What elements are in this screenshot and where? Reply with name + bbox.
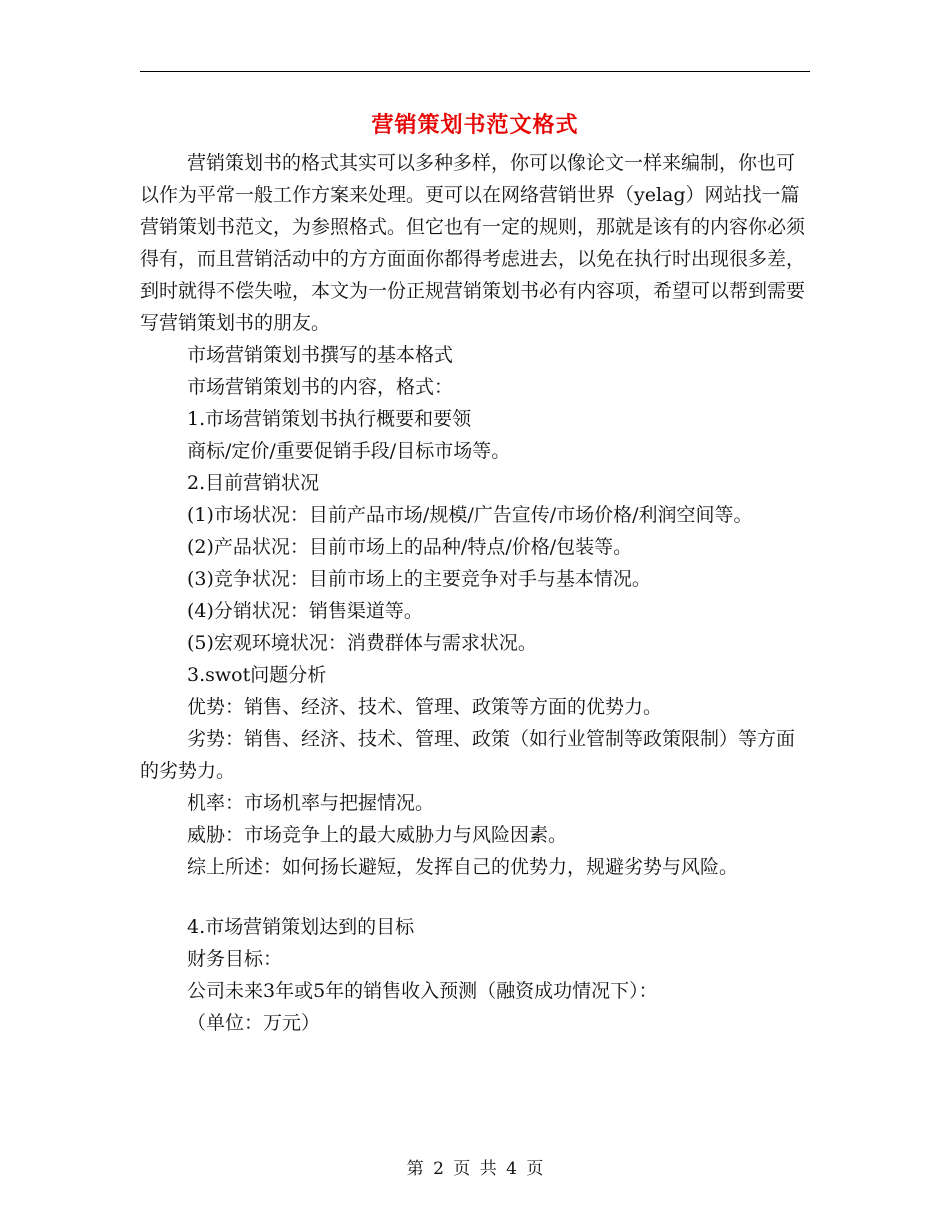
section-heading: 3.swot问题分析 [187, 664, 327, 686]
header-rule [140, 71, 810, 72]
list-item: 威胁：市场竞争上的最大威胁力与风险因素。 [187, 824, 568, 846]
body-line: 公司未来3年或5年的销售收入预测（融资成功情况下）： [187, 980, 658, 1002]
intro-paragraph: 营销策划书的格式其实可以多种多样，你可以像论文一样来编制，你也可以作为平常一般工作方案来处理。更可以在网络营销世界（yelag）网站找一篇营销策划书范文，为参照格式。但它也有一定的规则，那就是该有的内容你必须得有，而且营销活动中的方方面面你都得考虑进去，以免在执行时出现很多差，到时就得不偿失啦，本文为一份正规营销策划书必有内容项，希望可以帮到需要写营销策划书的朋友。 [140, 152, 806, 334]
list-item: (1)市场状况：目前产品市场/规模/广告宣传/市场价格/利润空间等。 [187, 504, 753, 526]
body-line: 商标/定价/重要促销手段/目标市场等。 [187, 440, 511, 462]
body-line: 市场营销策划书的内容，格式： [187, 376, 454, 398]
list-item: (5)宏观环境状况：消费群体与需求状况。 [187, 632, 537, 654]
document-body [140, 147, 810, 1039]
list-item: 优势：销售、经济、技术、管理、政策等方面的优势力。 [187, 696, 663, 718]
list-item: (2)产品状况：目前市场上的品种/特点/价格/包装等。 [187, 536, 633, 558]
section-heading: 4.市场营销策划达到的目标 [187, 916, 415, 938]
document-title: 营销策划书范文格式 [371, 112, 579, 138]
summary-line: 综上所述：如何扬长避短，发挥自己的优势力，规避劣势与风险。 [187, 856, 739, 878]
section-heading: 市场营销策划书撰写的基本格式 [187, 344, 454, 366]
section-heading: 2.目前营销状况 [187, 472, 320, 494]
body-line: 财务目标： [187, 948, 283, 970]
list-item: (4)分销状况：销售渠道等。 [187, 600, 423, 622]
unit-note: （单位：万元） [187, 1012, 321, 1034]
list-item: 劣势：销售、经济、技术、管理、政策（如行业管制等政策限制）等方面的劣势力。 [140, 728, 796, 782]
list-item: (3)竞争状况：目前市场上的主要竞争对手与基本情况。 [187, 568, 651, 590]
paragraph-gap [140, 883, 810, 911]
section-heading: 1.市场营销策划书执行概要和要领 [187, 408, 472, 430]
page-number: 第 2 页 共 4 页 [406, 1159, 544, 1179]
list-item: 机率：市场机率与把握情况。 [187, 792, 435, 814]
